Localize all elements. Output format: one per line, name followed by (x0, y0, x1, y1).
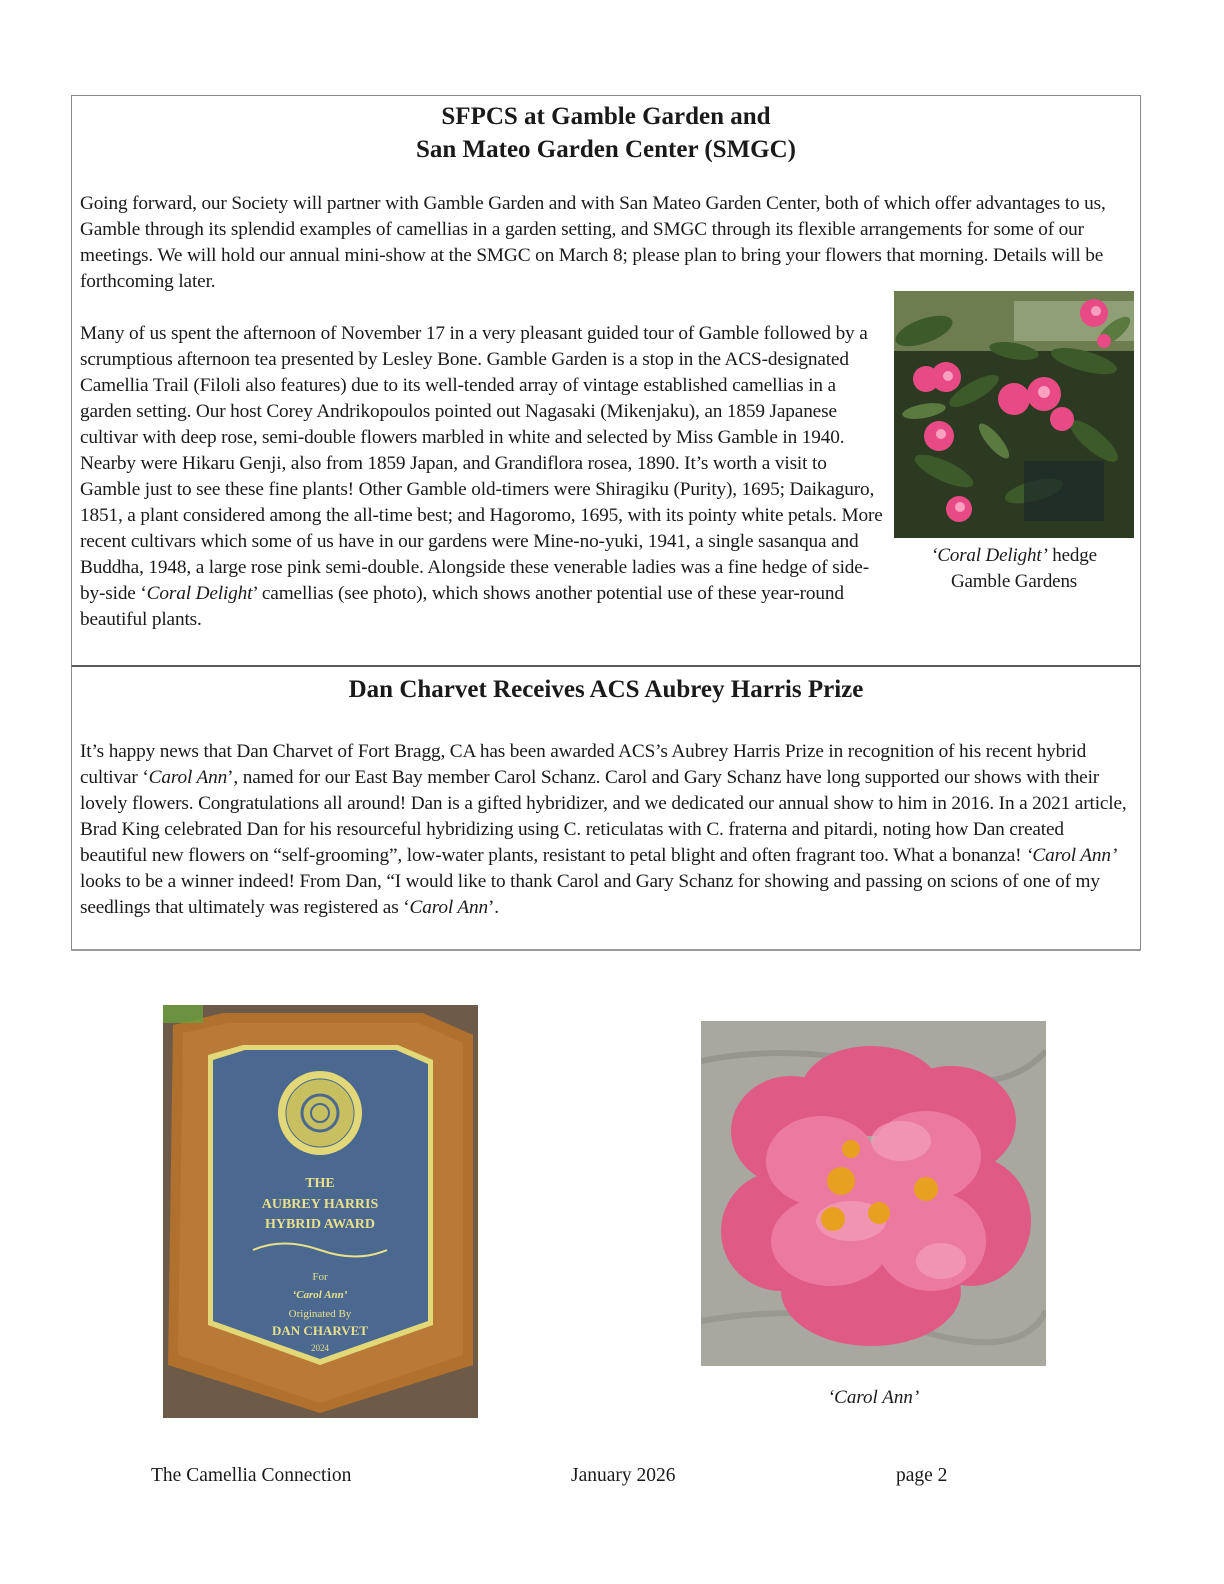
cultivar-name: Carol Ann (409, 897, 488, 918)
text-segment: It’s happy news that Dan Charvet of Fort Bragg, CA has been awarded ACS’s Aubrey Harris Prize in recognition of his recent hybrid cultivar ‘ (80, 741, 1087, 788)
article-gamble-garden (71, 95, 1141, 666)
caption-line-2: Gamble Gardens (950, 571, 1078, 592)
paragraph-charvet (72, 739, 1140, 921)
title-line-2: San Mateo Garden Center (SMGC) (415, 136, 797, 163)
article-title (72, 100, 1140, 166)
footer-date: January 2026 (571, 1465, 676, 1486)
aubrey-harris-plaque-photo (163, 1005, 478, 1418)
paragraph-tour-text-end: ’ camellias (see photo), which shows another potential use of these year-round beautiful plants. (80, 583, 844, 630)
cultivar-name: ‘Carol Ann’ (1026, 845, 1118, 866)
article-charvet-prize (71, 665, 1141, 951)
plaque-line-2: AUBREY HARRIS (261, 1197, 379, 1212)
text-segment: ’. (487, 897, 499, 918)
cultivar-name: Carol Ann (148, 767, 228, 788)
coral-delight-hedge-photo (894, 291, 1134, 538)
text-segment: looks to be a winner indeed! From Dan, “I would like to thank Carol and Gary Schanz for showing and passing on scions of one of my seedlings that ultimately was registered as ‘ (80, 871, 1100, 918)
plaque-line-5: ‘Carol Ann’ (292, 1289, 348, 1301)
paragraph-tour (72, 321, 1140, 633)
coral-delight-figure (894, 291, 1134, 595)
plaque-line-4: For (312, 1271, 328, 1283)
caption-rest: hedge (1047, 545, 1097, 566)
plaque-line-8: 2024 (311, 1343, 329, 1353)
article-title: Dan Charvet Receives ACS Aubrey Harris Prize (348, 676, 864, 703)
plaque-line-7: DAN CHARVET (272, 1323, 368, 1338)
paragraph-intro: Going forward, our Society will partner with Gamble Garden and with San Mateo Garden Center, both of which offer advantages to us, Gamble through its splendid examples of camellias in a garden setting, and SMGC through its flexible arrangements for some of our meetings. We will hold our annual mini-show at the SMGC on March 8; please plan to bring your flowers that morning. Details will be forthcoming later. (80, 193, 1106, 292)
footer-page-number: page 2 (896, 1465, 948, 1486)
coral-delight-caption (894, 543, 1134, 595)
cultivar-name: Coral Delight (146, 583, 253, 604)
footer-publication: The Camellia Connection (151, 1465, 352, 1486)
plaque-line-1: THE (305, 1176, 335, 1191)
paragraph-tour-text: Many of us spent the afternoon of November 17 in a very pleasant guided tour of Gamble followed by a scrumptious afternoon tea presented by Lesley Bone. Gamble Garden is a stop in the ACS-designated Camellia Trail (Filoli also features) due to its well-tended array of vintage established camellias in a garden setting. Our host Corey Andrikopoulos pointed out Nagasaki (Mikenjaku), an 1859 Japanese cultivar with deep rose, semi-double flowers marbled in white and selected by Miss Gamble in 1940. Nearby were Hikaru Genji, also from 1859 Japan, and Grandiflora rosea, 1890. It’s worth a visit to Gamble just to see these fine plants! Other Gamble old-timers were Shiragiku (Purity), 1695; Daikaguro, 1851, a plant considered among the all-time best; and Hagoromo, 1695, with its pointy white petals. More recent cultivars which some of us have in our gardens were Mine-no-yuki, 1941, a single sasanqua and Buddha, 1948, a large rose pink semi-double. Alongside these venerable ladies was a fine hedge of side-by-side ‘ (80, 323, 883, 604)
title-line-1: SFPCS at Gamble Garden and (441, 103, 771, 130)
carol-ann-flower-photo (701, 1021, 1046, 1366)
plaque-line-3: HYBRID AWARD (264, 1217, 376, 1232)
carol-ann-caption: ‘Carol Ann’ (827, 1387, 920, 1408)
caption-italic: ‘Coral Delight’ (931, 545, 1048, 566)
plaque-line-6: Originated By (288, 1308, 352, 1320)
text-segment: ’, named for our East Bay member Carol Schanz. Carol and Gary Schanz have long supported our shows with their lovely flowers. Congratulations all around! Dan is a gifted hybridizer, and we dedicated our annual show to him in 2016. In a 2021 article, Brad King celebrated Dan for his resourceful hybridizing using C. reticulatas with C. fraterna and pitardi, noting how Dan created beautiful new flowers on “self-grooming”, low-water plants, resistant to petal blight and often fragrant too. What a bonanza! (80, 767, 1127, 866)
